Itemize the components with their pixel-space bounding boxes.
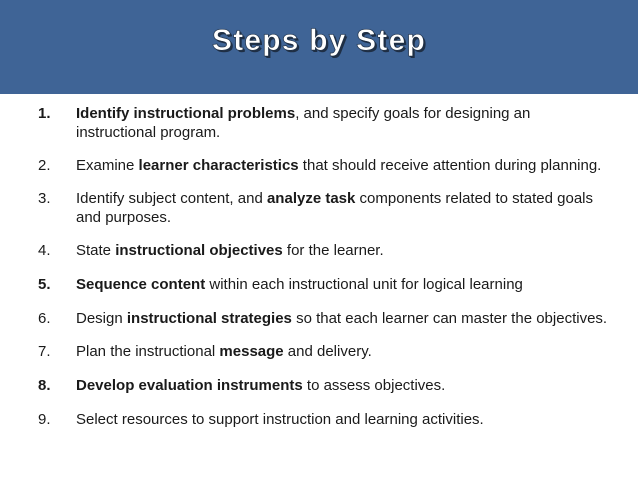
steps-list	[38, 104, 608, 444]
step-keyword: instructional objectives	[115, 242, 283, 259]
step-number: 2.	[38, 157, 51, 174]
step-keyword: Identify instructional problems	[76, 105, 296, 122]
step-text: Develop evaluation instruments to assess objectives.	[76, 377, 446, 394]
step-text: State instructional objectives for the learner.	[76, 242, 384, 259]
step-number: 4.	[38, 242, 51, 259]
list-item	[38, 189, 608, 227]
step-number: 3.	[38, 190, 51, 207]
step-text: Identify instructional problems, and specify goals for designing an instructional program.	[76, 105, 531, 141]
step-number: 5.	[38, 276, 51, 293]
list-item	[38, 104, 608, 142]
list-item	[38, 156, 608, 175]
list-item	[38, 309, 608, 328]
slide-header	[0, 0, 638, 94]
slide-title: Steps by Step	[212, 24, 426, 57]
step-text: Select resources to support instruction and learning activities.	[76, 411, 484, 428]
step-keyword: message	[219, 343, 284, 360]
step-text: Sequence content within each instructional unit for logical learning	[76, 276, 523, 293]
step-text: Design instructional strategies so that each learner can master the objectives.	[76, 310, 608, 327]
step-keyword: analyze task	[266, 190, 356, 207]
step-keyword: Develop evaluation instruments	[76, 377, 303, 394]
list-item	[38, 376, 608, 395]
step-number: 1.	[38, 105, 51, 122]
list-item	[38, 410, 608, 429]
step-keyword: learner characteristics	[138, 157, 299, 174]
step-keyword: Sequence content	[76, 276, 206, 293]
step-keyword: instructional strategies	[126, 310, 292, 327]
step-number: 8.	[38, 377, 51, 394]
list-item	[38, 342, 608, 361]
step-number: 7.	[38, 343, 51, 360]
step-text: Plan the instructional message and delivery.	[76, 343, 372, 360]
step-number: 9.	[38, 411, 51, 428]
list-item	[38, 241, 608, 260]
step-number: 6.	[38, 310, 51, 327]
step-text: Examine learner characteristics that should receive attention during planning.	[76, 157, 602, 174]
list-item	[38, 275, 608, 294]
step-text: Identify subject content, and analyze task components related to stated goals and purposes.	[76, 190, 594, 226]
